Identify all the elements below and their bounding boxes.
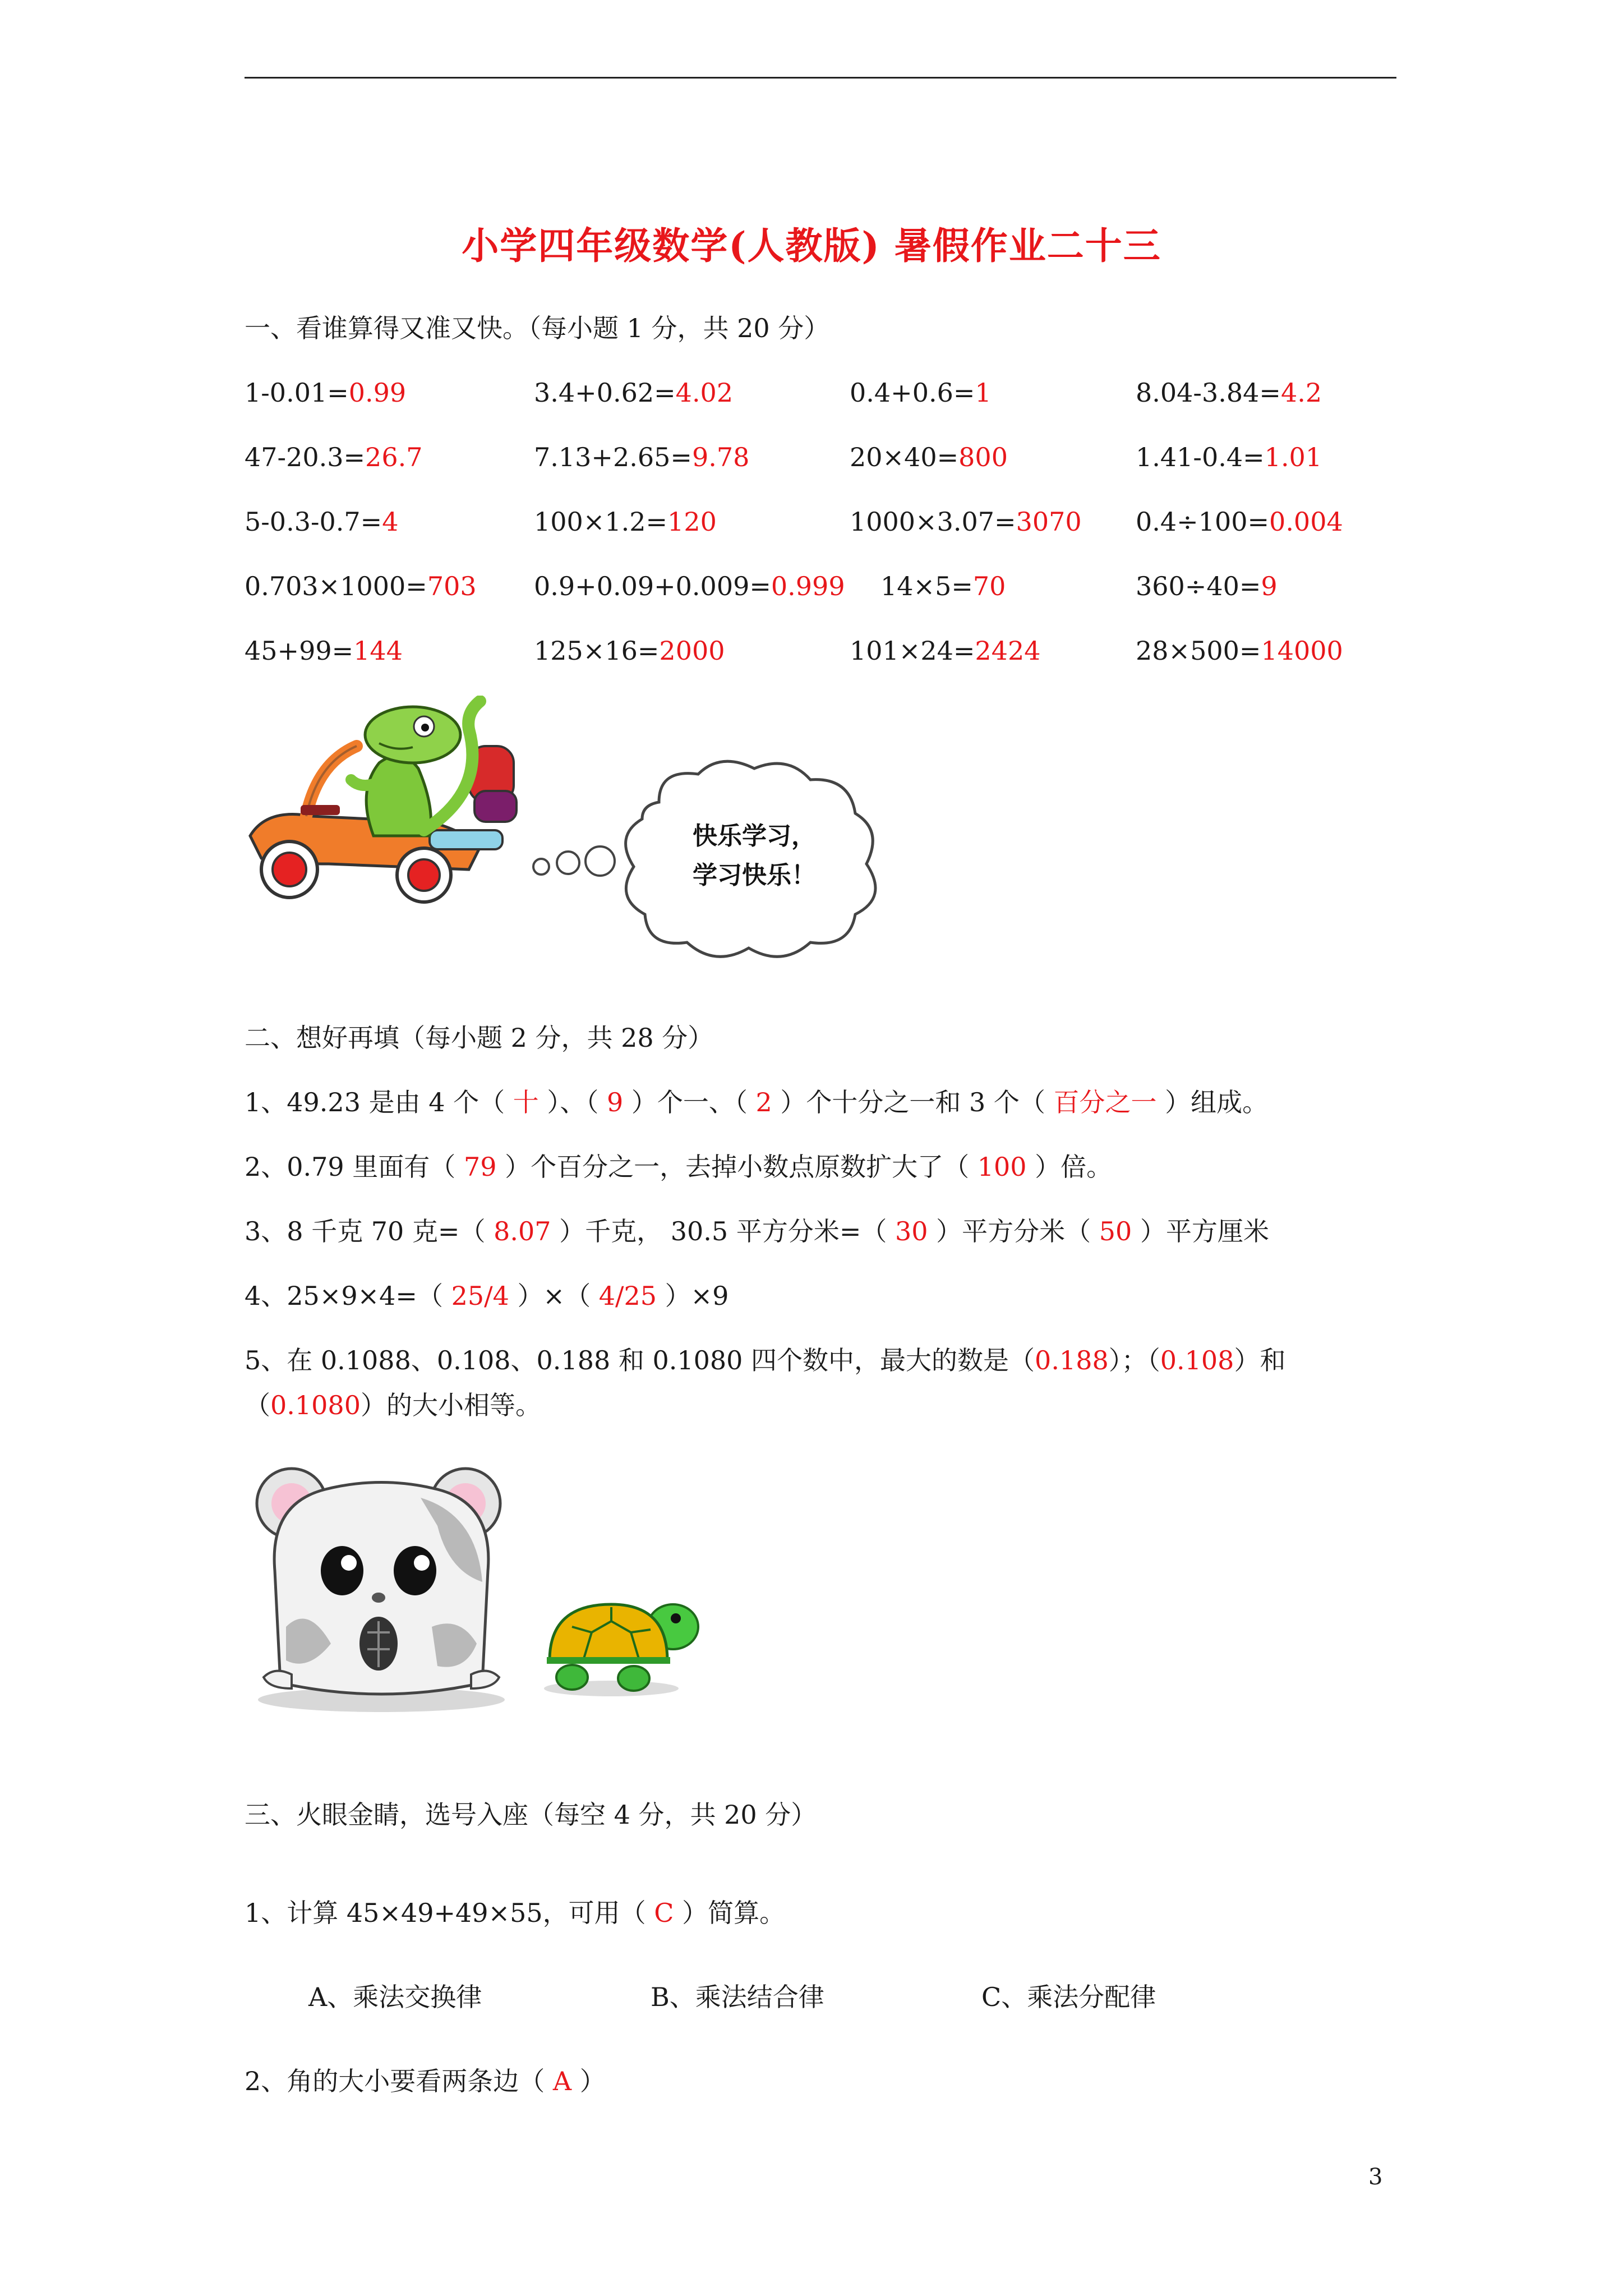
answer: 0.108 [1160,1345,1234,1375]
calc-item [534,376,733,409]
q-text: ）简算。 [674,1898,786,1928]
answer: 0.1080 [270,1390,361,1420]
answer: 9 [606,1087,624,1117]
q-text: ）和 [1234,1345,1286,1375]
calc-answer: 9.78 [691,442,750,472]
calc-expression: 0.9+0.09+0.009= [534,571,771,601]
calc-expression: 20×40= [850,442,959,472]
calc-answer: 26.7 [365,442,423,472]
iguana-scooter-illustration [245,696,536,914]
calc-answer: 120 [667,507,717,537]
calc-item [850,505,1082,539]
calc-expression: 8.04-3.84= [1136,378,1281,408]
calc-item [245,440,422,474]
calc-item [850,376,992,409]
calc-expression: 1.41-0.4= [1136,442,1265,472]
calc-item [245,569,477,603]
bubble-line-2: 学习快乐！ [693,861,816,890]
answer: 2 [755,1087,772,1117]
page-title: 小学四年级数学(人教版) 暑假作业二十三 [462,224,1161,268]
calc-item [1136,634,1343,668]
q-text: ）千克， 30.5 平方分米=（ [551,1216,895,1246]
section1-heading: 一、看谁算得又准又快。（每小题 1 分，共 20 分） [245,313,830,343]
answer: 8.07 [494,1216,551,1246]
calc-expression: 45+99= [245,636,354,666]
calc-item [245,634,403,668]
calc-answer: 2000 [659,636,725,666]
calc-answer: 4.02 [675,378,734,408]
q-text: 1、计算 45×49+49×55，可用（ [245,1898,654,1928]
q-text: 2、角的大小要看两条边（ [245,2066,553,2096]
calc-expression: 101×24= [850,636,975,666]
calc-answer: 0.004 [1269,507,1343,537]
calc-expression: 1-0.01= [245,378,349,408]
answer: 0.188 [1035,1345,1109,1375]
calc-item [850,440,1008,474]
calc-item [1136,569,1278,603]
calc-expression: 0.4÷100= [1136,507,1270,537]
calc-item [880,569,1006,603]
section2-heading: 二、想好再填（每小题 2 分，共 28 分） [245,1023,714,1053]
calc-item [534,634,725,668]
answer: 50 [1099,1216,1132,1246]
q-text: 3、8 千克 70 克=（ [245,1216,494,1246]
calc-expression: 47-20.3= [245,442,366,472]
answer: C [654,1898,674,1928]
calc-answer: 9 [1261,571,1278,601]
q-text: 4、25×9×4=（ [245,1281,451,1311]
answer: 25/4 [451,1281,509,1311]
answer: A [552,2066,572,2096]
calc-item [1136,376,1322,409]
fill-question-5 [245,1343,1285,1377]
calc-answer: 4 [382,507,399,537]
calc-item [534,569,845,603]
calc-item [1136,440,1322,474]
calc-answer: 0.999 [771,571,845,601]
calc-expression: 100×1.2= [534,507,668,537]
calc-item [245,376,406,409]
calc-item [245,505,399,539]
q-text: 5、在 0.1088、0.108、0.188 和 0.1080 四个数中，最大的数是（ [245,1345,1035,1375]
header-rule [245,77,1396,79]
calc-item [1136,505,1343,539]
option-b: B、乘法结合律 [651,1982,824,2012]
q-text: ）平方厘米 [1132,1216,1269,1246]
calc-answer: 144 [353,636,403,666]
page-number: 3 [1368,2164,1383,2190]
fill-question-1 [245,1085,1268,1119]
bubble-line-1: 快乐学习， [693,822,816,850]
calc-item [534,440,749,474]
q-text: ） [571,2066,606,2096]
calc-expression: 125×16= [534,636,660,666]
answer: 79 [463,1152,497,1182]
calc-expression: 0.4+0.6= [850,378,975,408]
q-text: ）平方分米（ [928,1216,1099,1246]
answer: 30 [895,1216,928,1246]
q-text: ）个一、（ [623,1087,756,1117]
calc-answer: 800 [958,442,1008,472]
q-text: ）、（ [538,1087,607,1117]
calc-answer: 70 [972,571,1006,601]
calc-answer: 0.99 [348,378,407,408]
calc-expression: 5-0.3-0.7= [245,507,382,537]
option-c: C、乘法分配律 [981,1982,1156,2012]
answer: 百分之一 [1053,1087,1157,1117]
choice-question-1 [245,1896,785,1930]
hamster-illustration [252,1458,522,1717]
calc-item [534,505,717,539]
turtle-illustration [538,1582,701,1700]
calc-answer: 1.01 [1264,442,1322,472]
answer: 4/25 [598,1281,657,1311]
q-text: ）；（ [1108,1345,1160,1375]
calc-expression: 0.703×1000= [245,571,427,601]
choice-question-2 [245,2064,606,2098]
calc-expression: 14×5= [880,571,973,601]
q-text: 1、49.23 是由 4 个（ [245,1087,513,1117]
calc-expression: 360÷40= [1136,571,1261,601]
q-text: ）的大小相等。 [360,1390,541,1420]
fill-question-2 [245,1150,1112,1184]
fill-question-3 [245,1214,1269,1248]
q-text: ）×（ [509,1281,599,1311]
calc-expression: 28×500= [1136,636,1261,666]
thought-bubble [530,752,923,970]
q-text: ）个十分之一和 3 个（ [772,1087,1054,1117]
calc-answer: 3070 [1016,507,1082,537]
calc-expression: 1000×3.07= [850,507,1016,537]
q-text: ）倍。 [1026,1152,1113,1182]
answer: 十 [513,1087,539,1117]
q-text: （ [245,1390,270,1420]
q-text: ）×9 [657,1281,729,1311]
option-a: A、乘法交换律 [308,1982,482,2012]
q-text: ）组成。 [1156,1087,1269,1117]
calc-item [850,634,1041,668]
calc-answer: 1 [975,378,992,408]
fill-question-4 [245,1279,728,1313]
calc-answer: 703 [427,571,477,601]
q-text: ）个百分之一，去掉小数点原数扩大了（ [496,1152,978,1182]
fill-question-5-cont [245,1388,541,1422]
calc-expression: 7.13+2.65= [534,442,692,472]
calc-answer: 2424 [975,636,1041,666]
calc-expression: 3.4+0.62= [534,378,676,408]
calc-answer: 4.2 [1280,378,1322,408]
answer: 100 [977,1152,1027,1182]
section3-heading: 三、火眼金睛，选号入座（每空 4 分，共 20 分） [245,1800,817,1830]
calc-answer: 14000 [1261,636,1343,666]
q-text: 2、0.79 里面有（ [245,1152,464,1182]
